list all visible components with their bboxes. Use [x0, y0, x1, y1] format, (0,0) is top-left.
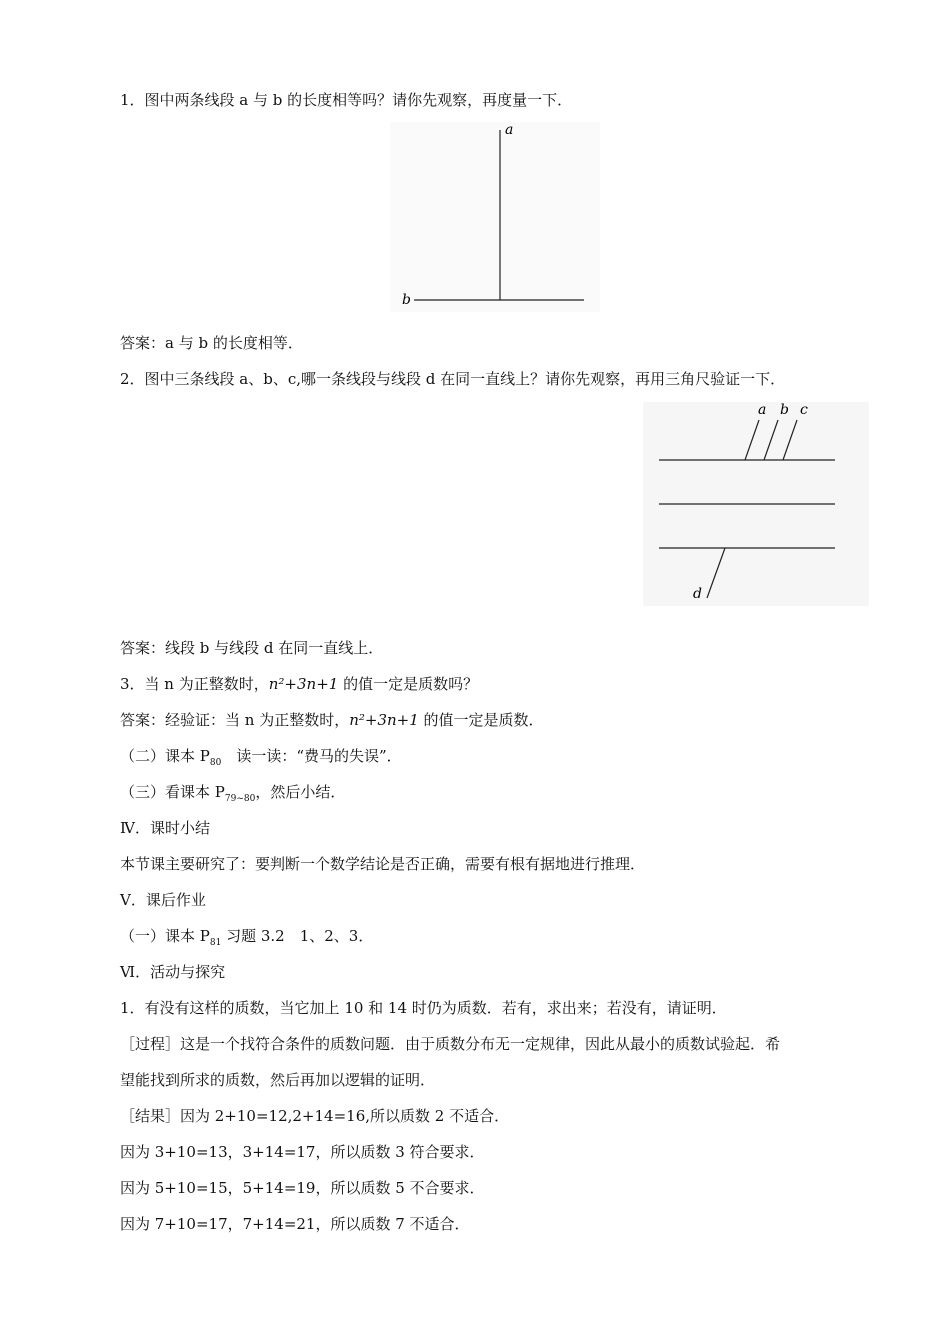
label-d: d: [693, 586, 702, 602]
segment-b: [764, 420, 778, 460]
heading-4: Ⅳ．课时小结: [120, 819, 210, 837]
section-2-page: 80: [209, 758, 222, 768]
heading-6: Ⅵ．活动与探究: [120, 963, 226, 981]
question-2: 2．图中三条线段 a、b、c,哪一条线段与线段 d 在同一直线上？请你先观察，再用三角尺验证一下．: [120, 370, 786, 388]
section-3: [120, 782, 345, 802]
section-2-post: 读一读：“费马的失误”．: [221, 747, 402, 765]
figure-2: [643, 402, 869, 606]
section-3-post: ，然后小结．: [255, 783, 346, 801]
result-line-1: ［结果］因为 2+10=12,2+14=16,所以质数 2 不适合．: [120, 1107, 510, 1125]
homework-post: 习题 3.2 1、2、3．: [221, 927, 374, 945]
question-3-pre: 3．当 n 为正整数时，: [120, 675, 269, 693]
answer-3-expr: n²+3n+1: [349, 711, 419, 729]
process-line-2: 望能找到所求的质数，然后再加以逻辑的证明．: [120, 1071, 436, 1089]
label-a: a: [758, 402, 767, 418]
homework-pre: （一）课本 P: [120, 927, 210, 945]
section-2: [120, 746, 402, 766]
answer-3: [120, 710, 544, 730]
answer-2: 答案：线段 b 与线段 d 在同一直线上．: [120, 639, 384, 657]
segment-a: [745, 420, 759, 460]
figure-1: [390, 122, 600, 312]
figure-2-svg: [643, 402, 869, 606]
homework-page: 81: [209, 938, 222, 948]
answer-3-post: 的值一定是质数．: [418, 711, 544, 729]
answer-3-pre: 答案：经验证：当 n 为正整数时，: [120, 711, 350, 729]
question-3: [120, 674, 478, 694]
label-c: c: [800, 402, 808, 418]
label-a: a: [505, 122, 514, 138]
heading-5: Ⅴ．课后作业: [120, 891, 206, 909]
process-line-1: ［过程］这是一个找符合条件的质数问题．由于质数分布无一定规律，因此从最小的质数试验起．希: [120, 1035, 781, 1053]
label-b: b: [780, 402, 789, 418]
result-line-2: 因为 3+10=13，3+14=17，所以质数 3 符合要求．: [120, 1143, 485, 1161]
question-3-post: 的值一定是质数吗？: [338, 675, 479, 693]
question-3-expr: n²+3n+1: [268, 675, 339, 693]
section-2-pre: （二）课本 P: [120, 747, 210, 765]
figure-1-svg: [390, 122, 600, 312]
summary-text: 本节课主要研究了：要判断一个数学结论是否正确，需要有根有据地进行推理．: [120, 855, 646, 873]
section-3-pages: 79~80: [224, 794, 256, 804]
label-b: b: [402, 292, 411, 308]
question-1: 1．图中两条线段 a 与 b 的长度相等吗？请你先观察，再度量一下．: [120, 91, 573, 109]
segment-c: [783, 420, 797, 460]
activity-1: 1．有没有这样的质数，当它加上 10 和 14 时仍为质数．若有，求出来；若没有，请证明．: [120, 999, 727, 1017]
answer-1: 答案：a 与 b 的长度相等．: [120, 334, 303, 352]
result-line-3: 因为 5+10=15，5+14=19，所以质数 5 不合要求．: [120, 1179, 485, 1197]
section-3-pre: （三）看课本 P: [120, 783, 225, 801]
result-line-4: 因为 7+10=17，7+14=21，所以质数 7 不适合．: [120, 1215, 470, 1233]
homework: [120, 926, 373, 946]
segment-d: [707, 548, 725, 598]
